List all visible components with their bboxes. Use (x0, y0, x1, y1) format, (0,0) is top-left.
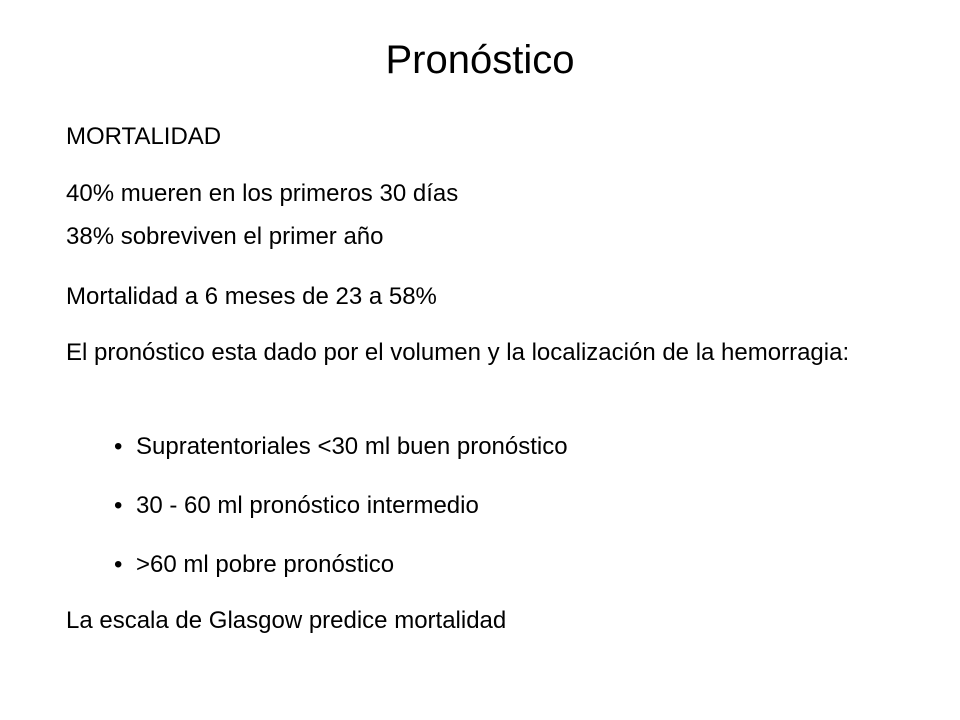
bullet-text: >60 ml pobre pronóstico (136, 551, 395, 578)
bullet-item (114, 489, 479, 523)
bullet-icon: • (114, 433, 123, 460)
prognosis-intro: El pronóstico esta dado por el volumen y la localización de la hemorragia: (66, 339, 850, 366)
closing-statement: La escala de Glasgow predice mortalidad (66, 607, 507, 634)
survival-stat-first-year: 38% sobreviven el primer año (66, 223, 384, 250)
slide-title: Pronóstico (385, 38, 575, 82)
bullet-icon: • (114, 492, 123, 519)
mortality-stat-30-days: 40% mueren en los primeros 30 días (66, 180, 459, 207)
bullet-text: 30 - 60 ml pronóstico intermedio (136, 492, 479, 519)
bullet-item (114, 548, 394, 582)
bullet-icon: • (114, 551, 123, 578)
bullet-item (114, 430, 568, 464)
bullet-text: Supratentoriales <30 ml buen pronóstico (136, 433, 568, 460)
section-heading: MORTALIDAD (66, 123, 222, 150)
mortality-stat-6-months: Mortalidad a 6 meses de 23 a 58% (66, 283, 437, 310)
